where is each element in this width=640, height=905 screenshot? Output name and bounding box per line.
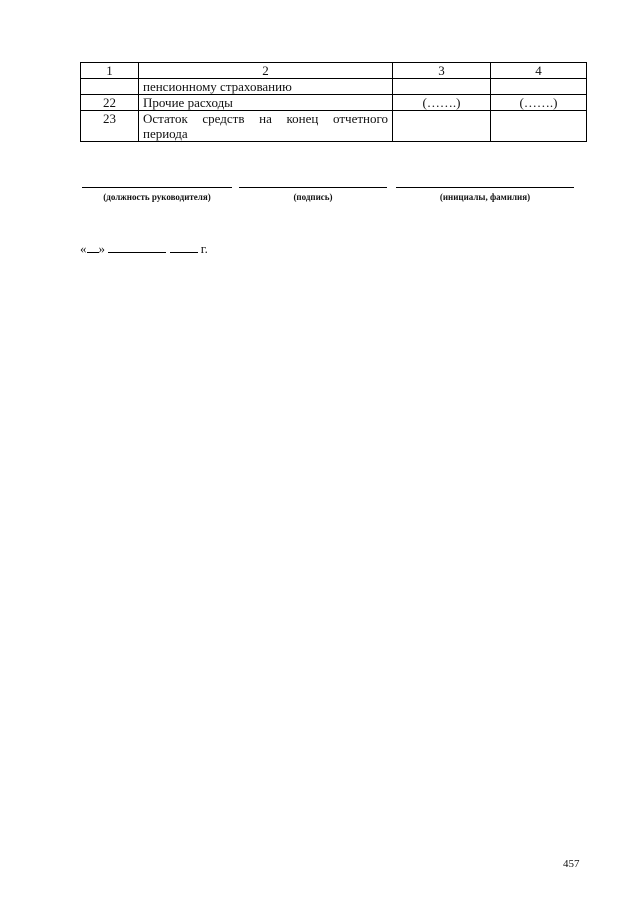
name-caption: (инициалы, фамилия) <box>439 192 531 202</box>
table-header-row <box>81 63 587 79</box>
table-row <box>81 79 587 95</box>
row-col4 <box>491 79 587 95</box>
header-col-3: 3 <box>393 63 491 79</box>
page-number: 457 <box>563 858 580 870</box>
name-signature-line <box>396 187 574 188</box>
row-number: 23 <box>81 111 139 142</box>
year-suffix: г. <box>200 241 208 256</box>
year-blank <box>170 241 198 253</box>
date-open-quote: « <box>80 241 87 256</box>
day-blank <box>87 241 99 253</box>
position-caption: (должность руководителя) <box>103 192 211 202</box>
row-col3 <box>393 111 491 142</box>
row-col3: (…….) <box>393 95 491 111</box>
row-col4: (…….) <box>491 95 587 111</box>
position-signature-line <box>82 187 232 188</box>
date-close-quote: » <box>98 241 105 256</box>
row-col4 <box>491 111 587 142</box>
row-number: 22 <box>81 95 139 111</box>
month-blank <box>108 241 166 253</box>
row-col3 <box>393 79 491 95</box>
signature-line <box>239 187 387 188</box>
date-line <box>80 241 208 257</box>
row-description: Прочие расходы <box>139 95 393 111</box>
header-col-1: 1 <box>81 63 139 79</box>
header-col-2: 2 <box>139 63 393 79</box>
row-description: Остаток средств на конец отчетного периода <box>139 111 393 142</box>
table-row <box>81 111 587 142</box>
row-number <box>81 79 139 95</box>
header-col-4: 4 <box>491 63 587 79</box>
table-row <box>81 95 587 111</box>
signature-caption: (подпись) <box>293 192 333 202</box>
row-description: пенсионному страхованию <box>139 79 393 95</box>
report-table <box>80 62 587 142</box>
